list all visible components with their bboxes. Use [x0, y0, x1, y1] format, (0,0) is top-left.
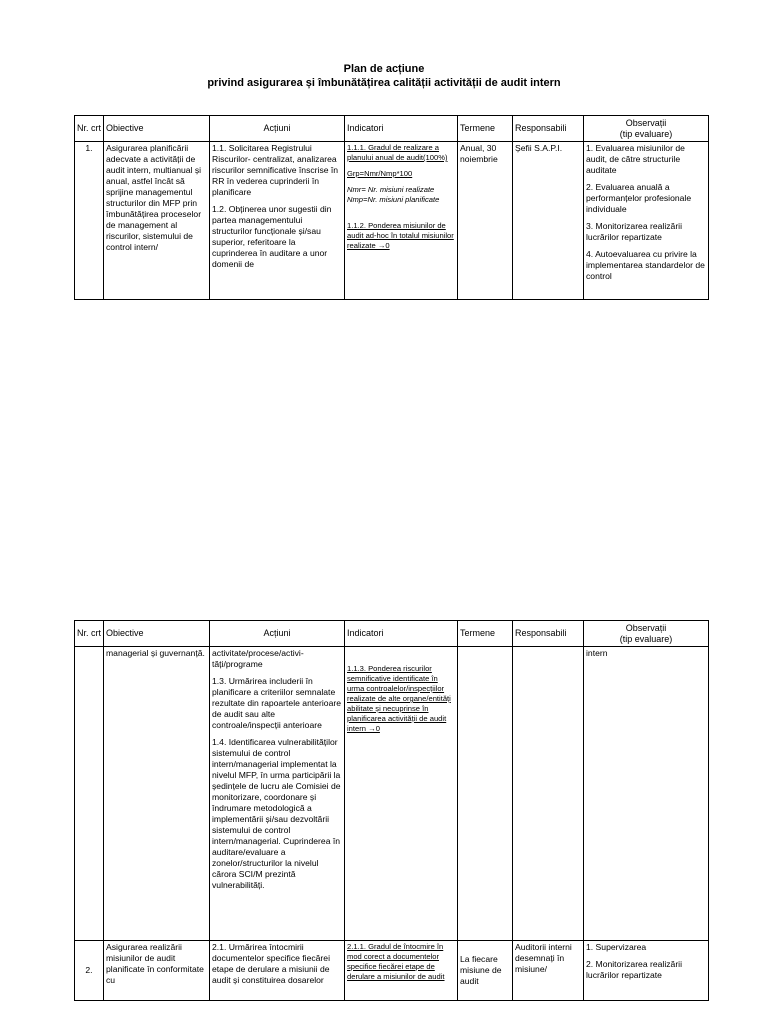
header-indicatori: Indicatori: [345, 116, 458, 142]
actions-cell: [210, 647, 345, 941]
header-actiuni: Acțiuni: [210, 621, 345, 647]
indicators-cell: [345, 142, 458, 300]
row-number: 1.: [75, 142, 104, 300]
header-obiective: Obiective: [104, 116, 210, 142]
indicator-formula: Grp=Nmr/Nmp*100: [347, 169, 413, 178]
row-number: 2.: [75, 941, 104, 1001]
indicators-cell: [345, 647, 458, 941]
deadline-cell: Anual, 30 noiembrie: [458, 142, 513, 300]
header-responsabili: Responsabili: [513, 116, 584, 142]
action-item: 1.3. Urmărirea includerii în planificare a criteriilor semnalate rezultate din rapoartele anterioare de audit sau alte controale/inspecții anterioare: [212, 676, 341, 730]
indicator-item: 1.1.2. Ponderea misiunilor de audit ad-hoc în totalul misiunilor realizate →0: [347, 221, 454, 250]
deadline-cell: La fiecare misiune de audit: [458, 941, 513, 1001]
header-indicatori: Indicatori: [345, 621, 458, 647]
document-title: Plan de acțiune: [343, 63, 425, 75]
objective-cell: managerial și guvernanță.: [104, 647, 210, 941]
indicator-definition: Nmp=Nr. misiuni planificate: [347, 195, 440, 204]
header-nr: Nr. crt: [75, 621, 104, 647]
indicators-cell: [345, 941, 458, 1001]
objective-cell: Asigurarea realizării misiunilor de audit planificate în conformitate cu: [104, 941, 210, 1001]
observation-item: 2. Monitorizarea realizării lucrărilor repartizate: [586, 959, 682, 980]
indicator-item: 2.1.1. Gradul de întocmire în mod corect a documentelor specifice fiecărei etape de derulare a misiunilor de audit: [347, 942, 445, 981]
header-nr: Nr. crt: [75, 116, 104, 142]
observation-item: 1. Evaluarea misiunilor de audit, de către structurile auditate: [586, 143, 685, 175]
observations-cell: [584, 941, 709, 1001]
action-item: activitate/procese/activi-tăți/programe: [212, 648, 304, 669]
header-obiective: Obiective: [104, 621, 210, 647]
indicator-definition: Nmr= Nr. misiuni realizate: [347, 185, 435, 194]
observations-cell: [584, 142, 709, 300]
table-header-row: [75, 621, 709, 647]
header-termene: Termene: [458, 621, 513, 647]
action-item: 1.4. Identificarea vulnerabilităților sistemului de control intern/managerial implementat la nivelul MFP, în urma participării la ședințele de lucru ale Comisiei de monitorizare, coordonare și îndrumare metodologică a implementării și/sau dezvoltării sistemului de control intern/managerial. Cuprinderea în auditare/evaluare a zonelor/structurilor la nivelul cărora SCI/M prezintă vulnerabilități.: [212, 737, 341, 890]
table-row: [75, 941, 709, 1001]
indicator-item: 1.1.3. Ponderea riscurilor semnificative identificate în urma controalelor/inspecțiilor realizate de alte organe/entități abilitate și necuprinse în planificarea activității de audit intern →0: [347, 664, 451, 733]
action-plan-table-page-1: [74, 115, 709, 300]
observation-item: 2. Evaluarea anuală a performanțelor profesionale individuale: [586, 182, 692, 214]
action-item: 1.2. Obținerea unor sugestii din partea managementului structurilor funcționale și/sau superior, referitoare la cuprinderea în auditare a unor domenii de: [212, 204, 332, 269]
responsible-cell: Șefii S.A.P.I.: [513, 142, 584, 300]
indicator-item: 1.1.1. Gradul de realizare a planului anual de audit(100%): [347, 143, 448, 162]
document-subtitle: privind asigurarea și îmbunătățirea calității activității de audit intern: [207, 77, 561, 89]
actions-cell: 2.1. Urmărirea întocmirii documentelor specifice fiecărei etape de derulare a misiunii de audit și constituirea dosarelor: [210, 941, 345, 1001]
table-row: [75, 647, 709, 941]
header-actiuni: Acțiuni: [210, 116, 345, 142]
objective-cell: Asigurarea planificării adecvate a activității de audit intern, multianual și anual, astfel încât să sprijine managementul structurilor din MFP prin îmbunătățirea proceselor de management al riscurilor, sistemului de control intern/: [104, 142, 210, 300]
actions-cell: [210, 142, 345, 300]
table-header-row: [75, 116, 709, 142]
header-termene: Termene: [458, 116, 513, 142]
action-plan-table-page-2: [74, 620, 709, 1001]
header-observatii: Observații (tip evaluare): [584, 621, 709, 647]
header-observatii: Observații (tip evaluare): [584, 116, 709, 142]
observation-item: 1. Supervizarea: [586, 942, 647, 952]
table-row: [75, 142, 709, 300]
action-item: 1.1. Solicitarea Registrului Riscurilor- centralizat, analizarea riscurilor semnificative înscrise în RR în vederea cuprinderii în planificare: [212, 143, 339, 197]
responsible-cell: [513, 647, 584, 941]
responsible-cell: Auditorii interni desemnați în misiune/: [513, 941, 584, 1001]
header-responsabili: Responsabili: [513, 621, 584, 647]
observation-item: 3. Monitorizarea realizării lucrărilor repartizate: [586, 221, 682, 242]
deadline-cell: [458, 647, 513, 941]
observations-cell: intern: [584, 647, 709, 941]
observation-item: 4. Autoevaluarea cu privire la implementarea standardelor de control: [586, 249, 705, 281]
row-number: [75, 647, 104, 941]
